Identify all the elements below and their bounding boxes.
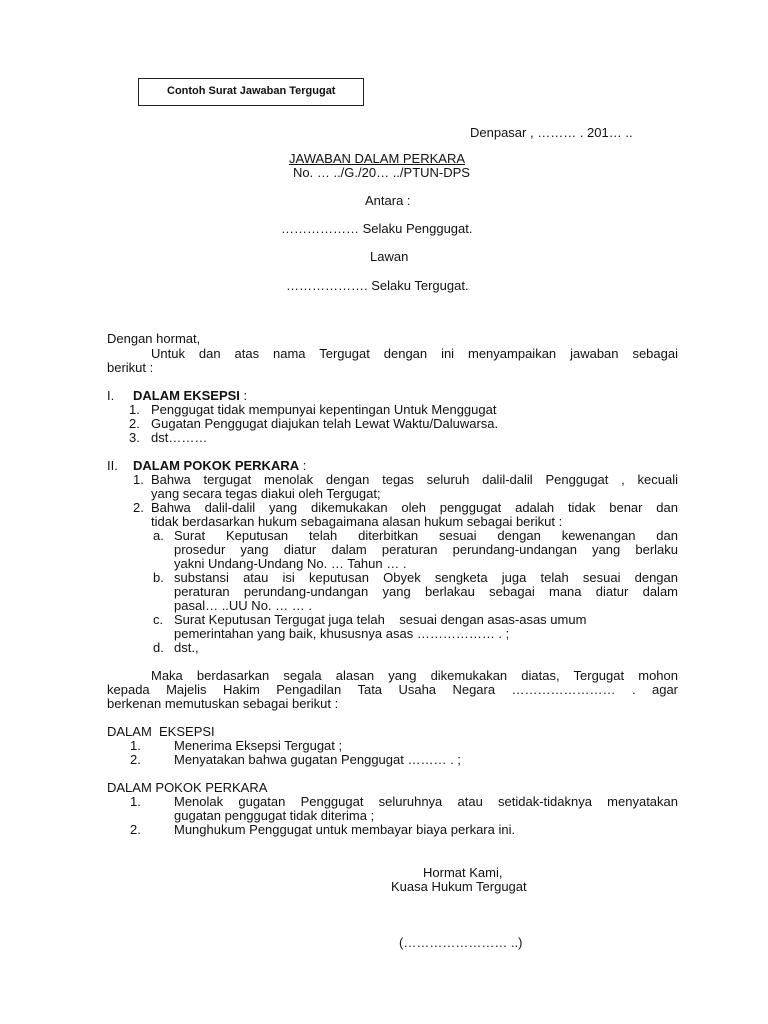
salutation: Dengan hormat, bbox=[107, 331, 201, 346]
point-1-line-2: yang secara tegas diakui oleh Tergugat; bbox=[151, 486, 381, 501]
example-title-box: Contoh Surat Jawaban Tergugat bbox=[138, 78, 364, 106]
signature-placeholder: (…………………… ..) bbox=[399, 935, 523, 950]
list-number: 1. bbox=[130, 738, 141, 753]
list-number: 2. bbox=[129, 416, 140, 431]
ruling-pokok-title: DALAM POKOK PERKARA bbox=[107, 780, 268, 795]
list-item: Penggugat tidak mempunyai kepentingan Untuk Menggugat bbox=[151, 402, 497, 417]
section-2-roman: II. bbox=[107, 458, 118, 473]
sub-a-line-1: Surat Keputusan telah diterbitkan sesuai dengan kewenangan dan bbox=[174, 528, 678, 543]
ruling-pokok-item-1-line-1: Menolak gugatan Penggugat seluruhnya atau setidak-tidaknya menyatakan bbox=[174, 794, 678, 809]
closing-line-1: Maka berdasarkan segala alasan yang dikemukakan diatas, Tergugat mohon bbox=[151, 668, 678, 683]
list-number: 1. bbox=[133, 472, 144, 487]
closing-line-3: berkenan memutuskan sebagai berikut : bbox=[107, 696, 339, 711]
point-2-line-2: tidak berdasarkan hukum sebagaimana alasan hukum sebagai berikut : bbox=[151, 514, 563, 529]
list-number: 3. bbox=[129, 430, 140, 445]
point-2-line-1: Bahwa dalil-dalil yang dikemukakan oleh penggugat adalah tidak benar dan bbox=[151, 500, 678, 515]
antara-label: Antara : bbox=[365, 193, 411, 208]
ruling-pokok-item-1-line-2: gugatan penggugat tidak diterima ; bbox=[174, 808, 375, 823]
sub-a-line-2: prosedur yang diatur dalam peraturan perundang-undangan yang berlaku bbox=[174, 542, 678, 557]
sub-letter: d. bbox=[153, 640, 164, 655]
section-2-title: DALAM POKOK PERKARA bbox=[133, 458, 300, 473]
list-item: Gugatan Penggugat diajukan telah Lewat Waktu/Daluwarsa. bbox=[151, 416, 499, 431]
list-number: 1. bbox=[130, 794, 141, 809]
sub-b-line-2: peraturan perundang-undangan yang berlakau sebagai mana diatur dalam bbox=[174, 584, 678, 599]
document-heading-title: JAWABAN DALAM PERKARA bbox=[289, 151, 466, 166]
section-1-colon: : bbox=[239, 388, 248, 403]
sub-c-line-1: Surat Keputusan Tergugat juga telah sesuai dengan asas-asas umum bbox=[174, 612, 587, 627]
section-2-colon: : bbox=[299, 458, 307, 473]
sub-b-line-1: substansi atau isi keputusan Obyek sengketa juga telah sesuai dengan bbox=[174, 570, 678, 585]
sub-d-line-1: dst., bbox=[174, 640, 199, 655]
list-item: Menyatakan bahwa gugatan Penggugat ……… . ; bbox=[174, 752, 461, 767]
sub-c-line-2: pemerintahan yang baik, khususnya asas ……………… . ; bbox=[174, 626, 510, 641]
ruling-eksepsi-title: DALAM EKSEPSI bbox=[107, 724, 215, 739]
tergugat-line: ………………. Selaku Tergugat. bbox=[286, 278, 469, 293]
section-2-heading bbox=[133, 459, 306, 473]
section-1-roman: I. bbox=[107, 388, 115, 403]
sub-a-line-3: yakni Undang-Undang No. … Tahun … . bbox=[174, 556, 407, 571]
signoff-role: Kuasa Hukum Tergugat bbox=[391, 879, 527, 894]
intro-line-1: Untuk dan atas nama Tergugat dengan ini menyampaikan jawaban sebagai bbox=[151, 346, 678, 361]
section-1-heading bbox=[133, 389, 247, 403]
list-number: 2. bbox=[130, 752, 141, 767]
signoff-greeting: Hormat Kami, bbox=[423, 865, 503, 880]
sub-letter: a. bbox=[153, 528, 164, 543]
lawan-label: Lawan bbox=[370, 249, 409, 264]
intro-line-2: berikut : bbox=[107, 360, 154, 375]
list-item: dst……… bbox=[151, 430, 208, 445]
place-date: Denpasar , ……… . 201… .. bbox=[470, 125, 633, 140]
list-number: 2. bbox=[133, 500, 144, 515]
list-number: 2. bbox=[130, 822, 141, 837]
case-number: No. … ../G./20… ../PTUN-DPS bbox=[293, 165, 470, 180]
sub-letter: c. bbox=[153, 612, 164, 627]
sub-b-line-3: pasal… ..UU No. … … . bbox=[174, 598, 312, 613]
point-1-line-1: Bahwa tergugat menolak dengan tegas seluruh dalil-dalil Penggugat , kecuali bbox=[151, 472, 678, 487]
list-item: Menerima Eksepsi Tergugat ; bbox=[174, 738, 343, 753]
section-1-title: DALAM EKSEPSI bbox=[133, 388, 240, 403]
penggugat-line: ……………… Selaku Penggugat. bbox=[281, 221, 473, 236]
list-number: 1. bbox=[129, 402, 140, 417]
closing-line-2: kepada Majelis Hakim Pengadilan Tata Usaha Negara …………………… . agar bbox=[107, 682, 678, 697]
sub-letter: b. bbox=[153, 570, 164, 585]
ruling-pokok-item-2-line-1: Munghukum Penggugat untuk membayar biaya perkara ini. bbox=[174, 822, 516, 837]
